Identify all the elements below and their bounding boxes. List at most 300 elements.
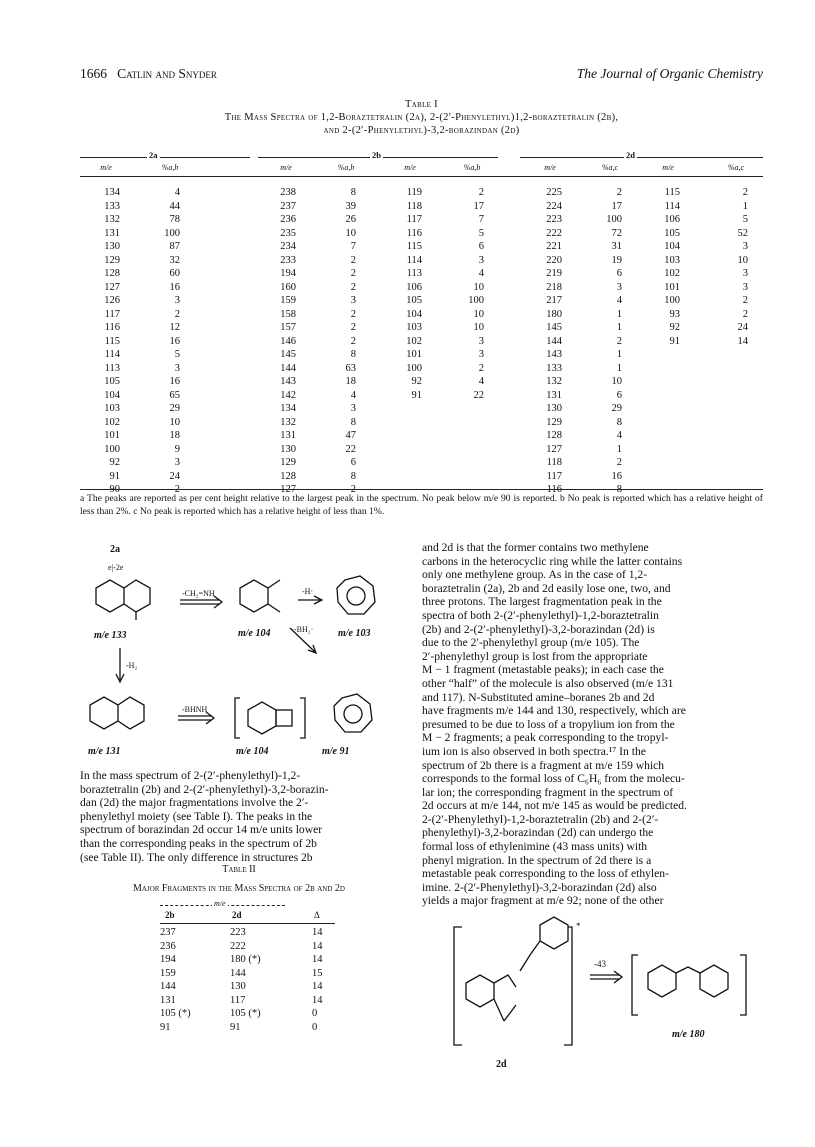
- text-line: M − 2 fragments; a peak corresponding to the tropyl-: [422, 731, 669, 745]
- table-cell: 24: [737, 322, 748, 333]
- text-line: lar ion; the corresponding fragment in the spectrum of: [422, 785, 674, 799]
- table-cell: 91: [230, 1021, 241, 1033]
- table-cell: 100: [406, 362, 422, 374]
- table-cell: 129: [104, 254, 120, 266]
- table-cell: 159: [160, 967, 176, 979]
- table-cell: 114: [406, 254, 422, 266]
- table-cell: 2: [616, 335, 622, 347]
- table-cell: 101: [406, 349, 422, 360]
- table-cell: 26: [345, 214, 356, 225]
- table-cell: 18: [169, 430, 180, 441]
- table-cell: 2: [478, 187, 484, 198]
- table-cell: 158: [280, 308, 296, 320]
- table-cell: 180 (*): [230, 954, 261, 965]
- table-cell: 72: [611, 227, 622, 239]
- table-cell: 3: [478, 254, 484, 266]
- table-cell: 117: [104, 308, 120, 320]
- table-cell: 63: [345, 362, 356, 374]
- table-cell: 52: [737, 227, 748, 239]
- label-180: m/e 180: [672, 1029, 705, 1040]
- text-line: corresponds to the formal loss of C₆H₆ from the molecu-: [422, 772, 685, 786]
- benzene-ring-131: [90, 697, 118, 729]
- table1-head-pct: %a,b: [337, 163, 355, 172]
- table-cell: 14: [737, 335, 748, 347]
- label-133: m/e 133: [94, 630, 127, 641]
- table-cell: 2: [174, 308, 180, 320]
- table1-head-rule: [80, 176, 763, 177]
- table-cell: 102: [406, 335, 422, 347]
- table-cell: 194: [160, 954, 176, 965]
- table1-group-rule-2d: [520, 157, 763, 158]
- authors: Catlin and Snyder: [117, 66, 217, 81]
- table-cell: 180: [546, 308, 562, 320]
- table-cell: 225: [546, 187, 562, 198]
- table1-group-2a: 2a: [149, 150, 158, 160]
- table-cell: 144: [546, 335, 562, 347]
- ring-104: [240, 580, 268, 612]
- table-cell: 219: [546, 268, 562, 279]
- text-line: metastable peak corresponding to the loss of ethylen-: [422, 867, 669, 881]
- table-cell: 8: [616, 484, 622, 495]
- table-cell: 117: [230, 994, 246, 1006]
- table-cell: 114: [104, 349, 120, 360]
- table-cell: 2: [350, 335, 356, 347]
- table-cell: 224: [546, 200, 562, 212]
- table1-group-rule-2a: [80, 157, 250, 158]
- label-electron: e|-2e: [108, 563, 124, 572]
- table-cell: 103: [664, 254, 680, 266]
- table-cell: 143: [280, 376, 296, 387]
- table-cell: 134: [104, 187, 120, 198]
- page-header-left: [80, 66, 217, 82]
- table-cell: 47: [345, 430, 356, 441]
- ring-180-b: [700, 965, 728, 997]
- table-cell: 0: [312, 1008, 318, 1019]
- table-cell: 10: [473, 281, 484, 293]
- table-cell: 104: [406, 308, 422, 320]
- table-cell: 92: [411, 376, 422, 387]
- table-cell: 102: [104, 416, 120, 428]
- table-cell: 3: [742, 268, 748, 279]
- arrow2-label: -H·: [302, 587, 314, 596]
- table-cell: 100: [164, 227, 180, 239]
- table1-head-me: m/e: [100, 163, 112, 172]
- table2-col-2d: [230, 926, 261, 1034]
- label-104b: m/e 104: [236, 746, 269, 757]
- table-cell: 3: [478, 335, 484, 347]
- arrow1-label: -CH₂=NH: [182, 589, 215, 598]
- text-line: phenylethyl)-3,2-borazindan (2d) can undergo the: [422, 826, 654, 840]
- table-cell: 2: [742, 308, 748, 320]
- table1-head-me: m/e: [280, 163, 292, 172]
- text-line: have fragments m/e 144 and 130, respectively, which are: [422, 704, 686, 718]
- table-cell: 116: [546, 484, 562, 495]
- table-cell: 194: [280, 268, 296, 279]
- table-cell: 4: [350, 389, 356, 401]
- table-cell: 100: [104, 443, 120, 455]
- text-line: dan (2d) the major fragmentations involve the 2′-: [80, 796, 309, 810]
- table-cell: 90: [109, 484, 120, 495]
- table-cell: 4: [616, 430, 622, 441]
- ring-104b: [248, 702, 276, 734]
- table-cell: 2: [350, 254, 356, 266]
- table1-col-2b-me: [256, 186, 296, 497]
- table2-caption: Major Fragments in the Mass Spectra of 2b and 2d: [133, 883, 345, 894]
- table-cell: 4: [478, 376, 484, 387]
- table-cell: 3: [616, 281, 622, 293]
- table-cell: 131: [104, 227, 120, 239]
- text-line: than the corresponding peaks in the spectrum of 2b: [80, 836, 317, 850]
- table-cell: 6: [478, 241, 484, 252]
- page-number: 1666: [80, 66, 107, 81]
- table-cell: 0: [312, 1021, 318, 1033]
- table-cell: 15: [312, 967, 323, 979]
- text-line: (see Table II). The only difference in structures 2b: [80, 850, 313, 864]
- table-cell: 22: [345, 443, 356, 455]
- table-cell: 17: [611, 200, 622, 212]
- text-line: 2′-phenylethyl group is lost from the appropriate: [422, 649, 648, 663]
- table-cell: 117: [406, 214, 422, 225]
- loss-label: -43: [594, 959, 606, 969]
- table-cell: 127: [546, 443, 562, 455]
- table-cell: 87: [169, 241, 180, 252]
- table-cell: 14: [312, 927, 323, 938]
- label-2d: 2d: [496, 1059, 507, 1070]
- table-cell: 12: [169, 322, 180, 333]
- table1-col-2b-pct-2: [444, 186, 484, 402]
- table-cell: 113: [406, 268, 422, 279]
- ring-2d-b: [540, 917, 568, 949]
- table1-col-2d-pct-2: [708, 186, 748, 348]
- table-cell: 132: [546, 376, 562, 387]
- table-cell: 10: [169, 416, 180, 428]
- table1-head-me: m/e: [544, 163, 556, 172]
- table1-head-pct: %a,c: [601, 163, 619, 172]
- table-cell: 116: [406, 227, 422, 239]
- tropylium-103: [337, 576, 375, 614]
- table-cell: 1: [616, 308, 622, 320]
- table1-head-me: m/e: [662, 163, 674, 172]
- table1-col-2a-pct: [140, 186, 180, 497]
- table-cell: 92: [109, 457, 120, 468]
- table-cell: 3: [742, 241, 748, 252]
- table2-head-2b: 2b: [165, 910, 175, 920]
- table-cell: 10: [345, 227, 356, 239]
- table-cell: 16: [169, 335, 180, 347]
- table-cell: 222: [546, 227, 562, 239]
- benzene-ring-133: [96, 580, 124, 612]
- table-cell: 131: [160, 994, 176, 1006]
- table-cell: 3: [350, 295, 356, 306]
- table-cell: 32: [169, 254, 180, 266]
- table-cell: 105 (*): [230, 1008, 261, 1019]
- table-cell: 115: [406, 241, 422, 252]
- table-cell: 1: [616, 322, 622, 333]
- text-line: M − 1 fragment (metastable peaks); in each case the: [422, 663, 664, 677]
- table-cell: 113: [104, 362, 120, 374]
- table-cell: 157: [280, 322, 296, 333]
- table1-footnote: a The peaks are reported as per cent height relative to the largest peak in the spectrum. No peak below m/e 90 is reported. b No peak is reported which has a relative height of less than 2%. c No peak is reported which has a relative height of less than 1%.: [80, 493, 763, 517]
- table-cell: 3: [174, 457, 180, 468]
- table-cell: 127: [104, 281, 120, 293]
- table-cell: 160: [280, 281, 296, 293]
- table-cell: 14: [312, 940, 323, 952]
- table-cell: 16: [611, 470, 622, 482]
- hetero-ring-133: [124, 580, 150, 612]
- table2-col-2b: [160, 926, 191, 1034]
- table-cell: 93: [669, 308, 680, 320]
- table-cell: 10: [473, 308, 484, 320]
- table2-label: Table II: [222, 864, 256, 875]
- text-line: ium ion is also observed in both spectra.¹⁷ In the: [422, 744, 646, 758]
- table-cell: 143: [546, 349, 562, 360]
- right-paragraph: [422, 541, 763, 908]
- table-cell: 131: [280, 430, 296, 441]
- table-cell: 105: [406, 295, 422, 306]
- table-cell: 105 (*): [160, 1008, 191, 1019]
- table-cell: 14: [312, 954, 323, 965]
- table-cell: 16: [169, 281, 180, 293]
- table-cell: 2: [350, 322, 356, 333]
- table-cell: 218: [546, 281, 562, 293]
- table-cell: 3: [174, 362, 180, 374]
- table1-col-2d-me: [522, 186, 562, 497]
- table-cell: 118: [406, 200, 422, 212]
- table-cell: 114: [664, 200, 680, 212]
- table1-caption: [80, 98, 763, 137]
- table-cell: 118: [546, 457, 562, 468]
- table-cell: 19: [611, 254, 622, 266]
- table-cell: 100: [664, 295, 680, 306]
- text-line: imine. 2-(2′-Phenylethyl)-3,2-borazindan (2d) also: [422, 880, 657, 894]
- table1-col-2b-pct: [316, 186, 356, 497]
- text-line: phenylethyl moiety (see Table I). The peaks in the: [80, 809, 313, 823]
- table1-head-me: m/e: [404, 163, 416, 172]
- table-cell: 4: [616, 295, 622, 306]
- table-cell: 104: [664, 241, 680, 252]
- table-cell: 8: [350, 187, 356, 198]
- journal-name: The Journal of Organic Chemistry: [576, 66, 763, 81]
- table-cell: 2: [616, 187, 622, 198]
- table-cell: 128: [280, 470, 296, 482]
- fragmentation-scheme: [80, 540, 400, 765]
- table-cell: 14: [312, 981, 323, 992]
- table-cell: 128: [104, 268, 120, 279]
- table-cell: 91: [160, 1021, 171, 1033]
- table-cell: 3: [174, 295, 180, 306]
- text-line: phenyl migration. In the spectrum of 2d there is a: [422, 853, 652, 867]
- table-cell: 146: [280, 335, 296, 347]
- table-cell: 3: [350, 403, 356, 414]
- text-line: yields a major fragment at m/e 92; none of the other: [422, 894, 664, 908]
- table-cell: 2: [350, 308, 356, 320]
- text-line: boraztetralin (2b) and 2-(2′-phenylethyl)-3,2-borazin-: [80, 782, 329, 796]
- table-cell: 16: [169, 376, 180, 387]
- table1-label: Table I: [405, 99, 438, 110]
- table-cell: 31: [611, 241, 622, 252]
- table-cell: 142: [280, 389, 296, 401]
- table-cell: 10: [611, 376, 622, 387]
- text-line: spectrum of 2b there is a fragment at m/e 159 which: [422, 758, 665, 772]
- table-cell: 29: [169, 403, 180, 414]
- text-line: boraztetralin (2a), 2b and 2d easily lose one, two, and: [422, 581, 671, 595]
- scheme-2d-fragmentation: [450, 915, 770, 1075]
- text-line: only one methylene group. As in the case of 1,2-: [422, 568, 648, 582]
- table2-span-head: m/e: [214, 899, 226, 908]
- ring-2d-a: [466, 975, 494, 1007]
- table-cell: 105: [664, 227, 680, 239]
- table-cell: 103: [104, 403, 120, 414]
- table-cell: 2: [350, 484, 356, 495]
- text-line: three protons. The largest fragmentation peak in the: [422, 595, 662, 609]
- label-2a: 2a: [110, 544, 120, 555]
- table-cell: 2: [742, 295, 748, 306]
- table-cell: 1: [616, 443, 622, 455]
- table-cell: 101: [664, 281, 680, 293]
- table-cell: 101: [104, 430, 120, 441]
- left-paragraph: [80, 769, 398, 864]
- table-cell: 65: [169, 389, 180, 401]
- arrow4-label: -H₂: [126, 661, 138, 670]
- table-cell: 145: [280, 349, 296, 360]
- table-cell: 134: [280, 403, 296, 414]
- table2-head-delta: Δ: [314, 910, 320, 920]
- arrow3-label: -BH₂·: [294, 625, 314, 634]
- label-131: m/e 131: [88, 746, 121, 757]
- table-cell: 8: [350, 416, 356, 428]
- table-cell: 129: [280, 457, 296, 468]
- table-cell: 106: [664, 214, 680, 225]
- table-cell: 130: [230, 981, 246, 992]
- table-cell: 1: [616, 349, 622, 360]
- table-cell: 3: [478, 349, 484, 360]
- table-cell: 128: [546, 430, 562, 441]
- label-103: m/e 103: [338, 628, 371, 639]
- table-cell: 24: [169, 470, 180, 482]
- table-cell: 117: [546, 470, 562, 482]
- table-cell: 91: [411, 389, 422, 401]
- table-cell: 5: [478, 227, 484, 239]
- table-cell: 144: [160, 981, 176, 992]
- table-cell: 235: [280, 227, 296, 239]
- table-cell: 5: [174, 349, 180, 360]
- table-cell: 22: [473, 389, 484, 401]
- table-cell: 5: [742, 214, 748, 225]
- table-cell: 105: [104, 376, 120, 387]
- table-cell: 129: [546, 416, 562, 428]
- text-line: and 117). N-Substituted amine–boranes 2b and 2d: [422, 690, 655, 704]
- text-line: formal loss of ethylenimine (43 mass units) with: [422, 840, 648, 854]
- table1-caption-line1: The Mass Spectra of 1,2-Boraztetralin (2a), 2-(2′-Phenylethyl)1,2-boraztetralin (2b),: [224, 112, 619, 123]
- tropylium-91: [334, 694, 372, 732]
- text-line: spectrum of borazindan 2d occur 14 m/e units lower: [80, 823, 323, 837]
- table-cell: 100: [606, 214, 622, 225]
- table-cell: 234: [280, 241, 296, 252]
- table-cell: 8: [616, 416, 622, 428]
- table-cell: 100: [468, 295, 484, 306]
- table-cell: 132: [104, 214, 120, 225]
- table-cell: 145: [546, 322, 562, 333]
- table-cell: 233: [280, 254, 296, 266]
- table-cell: 92: [669, 322, 680, 333]
- table-cell: 238: [280, 187, 296, 198]
- table-cell: 4: [478, 268, 484, 279]
- table-cell: 131: [546, 389, 562, 401]
- table-cell: 106: [406, 281, 422, 293]
- table1-group-2b: 2b: [372, 150, 381, 160]
- table-cell: 221: [546, 241, 562, 252]
- table-cell: 130: [280, 443, 296, 455]
- table-cell: 236: [280, 214, 296, 225]
- table-cell: 1: [742, 200, 748, 212]
- table2-head-rule: [160, 923, 335, 924]
- label-91: m/e 91: [322, 746, 350, 757]
- table-cell: 39: [345, 200, 356, 212]
- table-cell: 4: [174, 187, 180, 198]
- text-line: and 2d is that the former contains two methylene: [422, 541, 649, 554]
- table-cell: 14: [312, 994, 323, 1006]
- table-cell: 29: [611, 403, 622, 414]
- table-cell: 104: [104, 389, 120, 401]
- label-104: m/e 104: [238, 628, 271, 639]
- table-cell: 91: [109, 470, 120, 482]
- table-cell: 144: [280, 362, 296, 374]
- table-cell: 7: [350, 241, 356, 252]
- table-cell: 17: [473, 200, 484, 212]
- table1-head-pct: %a,b: [161, 163, 179, 172]
- table-cell: 236: [160, 940, 176, 952]
- table-cell: 18: [345, 376, 356, 387]
- table-cell: 44: [169, 200, 180, 212]
- table1-head-pct: %a,b: [463, 163, 481, 172]
- table-cell: 223: [546, 214, 562, 225]
- table-cell: 115: [104, 335, 120, 347]
- text-line: spectra of both 2-(2′-phenylethyl)-1,2-boraztetralin: [422, 608, 659, 622]
- table2-col-delta: [312, 926, 323, 1034]
- table2-head-2d: 2d: [232, 910, 242, 920]
- table-cell: 126: [104, 295, 120, 306]
- table-cell: 78: [169, 214, 180, 225]
- table1-head-pct: %a,c: [727, 163, 745, 172]
- table-cell: 6: [616, 268, 622, 279]
- table-cell: 119: [406, 187, 422, 198]
- table-cell: 2: [350, 268, 356, 279]
- table-cell: 159: [280, 295, 296, 306]
- radical-mark: *: [576, 921, 581, 931]
- table-cell: 130: [104, 241, 120, 252]
- table-cell: 127: [280, 484, 296, 495]
- table-cell: 2: [616, 457, 622, 468]
- text-line: (2b) and 2-(2′-phenylethyl)-3,2-borazindan (2d) is: [422, 622, 655, 636]
- table-cell: 132: [280, 416, 296, 428]
- table-cell: 7: [478, 214, 484, 225]
- text-line: presumed to be due to loss of a tropylium ion from the: [422, 717, 675, 731]
- table-cell: 2: [174, 484, 180, 495]
- table1-col-2d-me-2: [640, 186, 680, 348]
- table-cell: 223: [230, 927, 246, 938]
- table-cell: 144: [230, 967, 246, 979]
- table-cell: 103: [406, 322, 422, 333]
- table-cell: 237: [280, 200, 296, 212]
- table-cell: 2: [350, 281, 356, 293]
- table1-bottom-rule: [80, 489, 763, 490]
- table-cell: 8: [350, 470, 356, 482]
- text-line: other “half” of the molecule is also observed (m/e 131: [422, 676, 674, 690]
- table1-col-2a-me: [80, 186, 120, 497]
- arrow5-label: -BHNH: [182, 705, 208, 714]
- table-cell: 1: [616, 362, 622, 374]
- text-line: 2d occurs at m/e 144, not m/e 145 as would be predicted.: [422, 799, 687, 813]
